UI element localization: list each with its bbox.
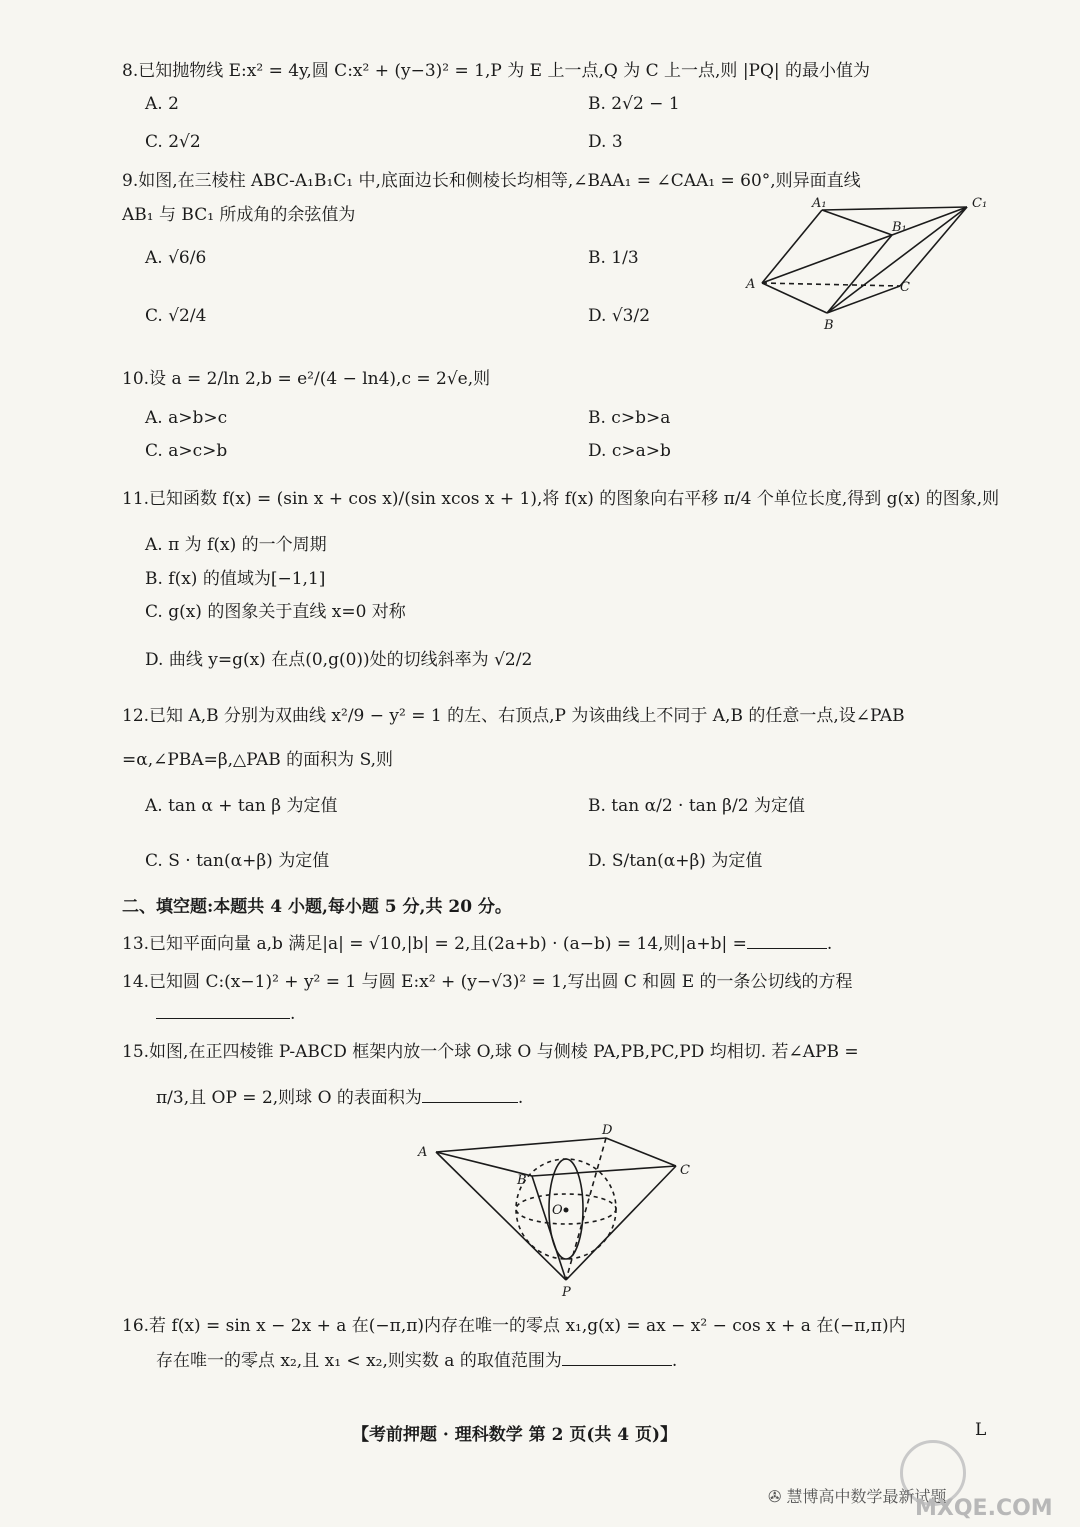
prism-label-c: C <box>900 280 910 295</box>
pyramid-edge-pa <box>436 1152 566 1280</box>
question-11-option-b: B. f(x) 的值域为[−1,1] <box>145 569 326 589</box>
question-8-option-d: D. 3 <box>588 132 623 152</box>
question-9-option-d: D. √3/2 <box>588 306 651 326</box>
pyramid-edge-pb <box>532 1176 566 1280</box>
prism-label-b: B <box>824 318 834 333</box>
question-10-stem: 10.设 a = 2/ln 2,b = e²/(4 − ln4),c = 2√e,则 <box>122 369 491 389</box>
question-11-option-c: C. g(x) 的图象关于直线 x=0 对称 <box>145 602 406 622</box>
question-12-option-a: A. tan α + tan β 为定值 <box>145 796 338 816</box>
prism-figure <box>742 195 1002 340</box>
question-9-option-a: A. √6/6 <box>145 248 207 268</box>
question-8-option-a: A. 2 <box>145 94 179 114</box>
question-9-option-c: C. √2/4 <box>145 306 207 326</box>
question-13-stem: 13.已知平面向量 a,b 满足|a| = √10,|b| = 2,且(2a+b) · (a−b) = 14,则|a+b| = . <box>122 934 833 954</box>
question-15-stem-line1: 15.如图,在正四棱锥 P-ABCD 框架内放一个球 O,球 O 与侧棱 PA,PB,PC,PD 均相切. 若∠APB = <box>122 1042 859 1062</box>
question-10-option-c: C. a>c>b <box>145 441 228 461</box>
prism-label-c1: C₁ <box>972 196 988 211</box>
prism-label-a1: A₁ <box>812 196 827 211</box>
watermark-account: 慧博高中数学最新试题 <box>786 1487 947 1506</box>
prism-edge-ac-hidden <box>762 283 900 286</box>
pyramid-label-p: P <box>562 1285 571 1297</box>
question-11-stem: 11.已知函数 f(x) = (sin x + cos x)/(sin xcos x + 1),将 f(x) 的图象向右平移 π/4 个单位长度,得到 g(x) 的图象,则 <box>122 489 1000 509</box>
section-2-heading: 二、填空题:本题共 4 小题,每小题 5 分,共 20 分。 <box>122 897 512 917</box>
pyramid-label-d: D <box>602 1123 613 1138</box>
pyramid-edge-dc <box>606 1138 676 1166</box>
watermark-site: MXQE.COM <box>915 1496 1053 1521</box>
prism-label-b1: B₁ <box>892 220 907 235</box>
question-12-stem-line2: =α,∠PBA=β,△PAB 的面积为 S,则 <box>122 750 394 770</box>
question-9-option-b: B. 1/3 <box>588 248 639 268</box>
question-15-stem-line2: π/3,且 OP = 2,则球 O 的表面积为 . <box>156 1088 524 1108</box>
pyramid-figure <box>414 1122 704 1297</box>
pyramid-label-a: A <box>418 1145 428 1160</box>
pyramid-label-b: B <box>517 1173 527 1188</box>
question-9-stem-line1: 9.如图,在三棱柱 ABC-A₁B₁C₁ 中,底面边长和侧棱长均相等,∠BAA₁ = ∠CAA₁ = 60°,则异面直线 <box>122 171 861 191</box>
question-12-option-c: C. S · tan(α+β) 为定值 <box>145 851 330 871</box>
question-13-text: 13.已知平面向量 a,b 满足|a| = √10,|b| = 2,且(2a+b) · (a−b) = 14,则|a+b| = <box>122 934 747 954</box>
question-10-option-a: A. a>b>c <box>145 408 228 428</box>
question-15-text: π/3,且 OP = 2,则球 O 的表面积为 <box>156 1088 422 1108</box>
question-11-option-a: A. π 为 f(x) 的一个周期 <box>145 535 327 555</box>
question-12-option-b: B. tan α/2 · tan β/2 为定值 <box>588 796 805 816</box>
page-footer-label: 【考前押题 · 理科数学 第 2 页(共 4 页)】 <box>352 1425 678 1445</box>
pyramid-label-c: C <box>680 1163 690 1178</box>
question-16-text: 存在唯一的零点 x₂,且 x₁ < x₂,则实数 a 的取值范围为 <box>156 1351 562 1371</box>
question-8-option-c: C. 2√2 <box>145 132 201 152</box>
pyramid-edge-ad <box>436 1138 606 1152</box>
prism-edge-ab <box>762 283 827 313</box>
question-16-stem-line2: 存在唯一的零点 x₂,且 x₁ < x₂,则实数 a 的取值范围为 . <box>156 1351 678 1371</box>
question-15-answer-blank[interactable] <box>422 1102 518 1103</box>
question-9-stem-line2: AB₁ 与 BC₁ 所成角的余弦值为 <box>122 205 356 225</box>
question-16-stem-line1: 16.若 f(x) = sin x − 2x + a 在(−π,π)内存在唯一的零点 x₁,g(x) = ax − x² − cos x + a 在(−π,π)内 <box>122 1316 906 1336</box>
question-10-option-b: B. c>b>a <box>588 408 671 428</box>
question-14-answer-blank[interactable] <box>156 1018 290 1019</box>
question-14-stem: 14.已知圆 C:(x−1)² + y² = 1 与圆 E:x² + (y−√3)² = 1,写出圆 C 和圆 E 的一条公切线的方程 <box>122 972 853 992</box>
prism-label-a: A <box>746 277 756 292</box>
wechat-icon: ✇ <box>768 1487 782 1506</box>
question-8-option-b: B. 2√2 − 1 <box>588 94 680 114</box>
question-13-answer-blank[interactable] <box>747 948 827 949</box>
sphere-center-point <box>564 1208 569 1213</box>
question-12-option-d: D. S/tan(α+β) 为定值 <box>588 851 763 871</box>
sphere-label-o: O <box>552 1203 563 1218</box>
question-16-answer-blank[interactable] <box>562 1365 672 1366</box>
prism-edge-a1b1 <box>822 210 892 235</box>
question-8-stem: 8.已知抛物线 E:x² = 4y,圆 C:x² + (y−3)² = 1,P 为 E 上一点,Q 为 C 上一点,则 |PQ| 的最小值为 <box>122 61 871 81</box>
prism-edge-a1c1 <box>822 207 967 210</box>
question-11-option-d: D. 曲线 y=g(x) 在点(0,g(0))处的切线斜率为 √2/2 <box>145 650 533 670</box>
question-14-answer-line: . <box>156 1004 295 1024</box>
page-footer-code: L <box>975 1420 987 1440</box>
question-10-option-d: D. c>a>b <box>588 441 671 461</box>
question-12-stem-line1: 12.已知 A,B 分别为双曲线 x²/9 − y² = 1 的左、右顶点,P 为该曲线上不同于 A,B 的任意一点,设∠PAB <box>122 706 905 726</box>
